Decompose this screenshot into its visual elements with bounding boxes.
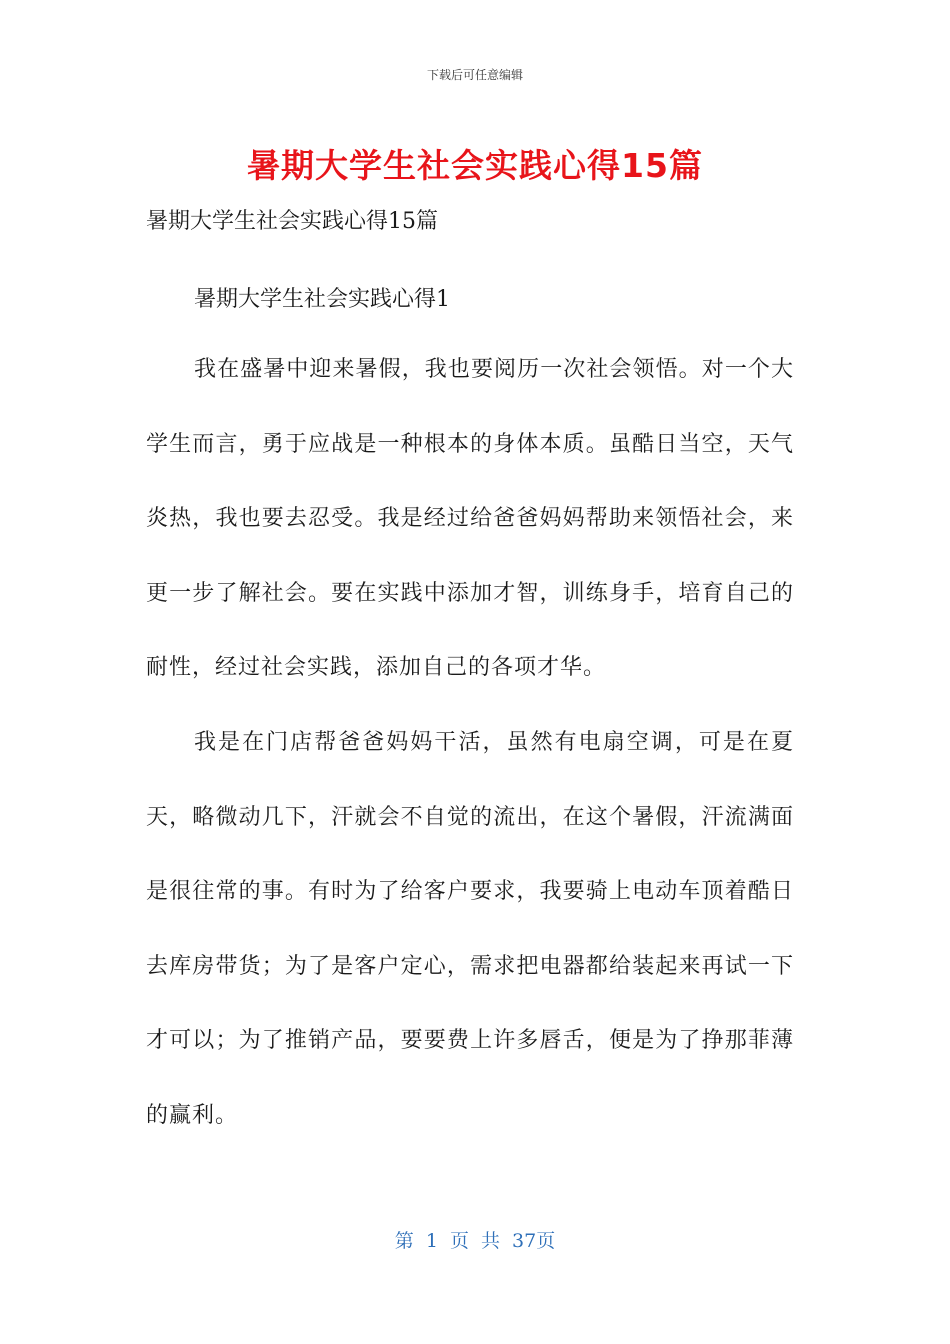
page-indicator: 第 1 页 共 37页: [394, 1230, 556, 1252]
document-subtitle: 暑期大学生社会实践心得15篇: [146, 209, 438, 234]
document-title: 暑期大学生社会实践心得15篇: [247, 146, 703, 185]
paragraph: 我是在门店帮爸爸妈妈干活，虽然有电扇空调，可是在夏天，略微动几下，汗就会不自觉的流出，在这个暑假，汗流满面是很往常的事。有时为了给客户要求，我要骑上电动车顶着酷日去库房带货；为了是客户定心，需求把电器都给装起来再试一下才可以；为了推销产品，要要费上许多唇舌，便是为了挣那菲薄的赢利。: [146, 730, 794, 1128]
paragraph: 我在盛暑中迎来暑假，我也要阅历一次社会领悟。对一个大学生而言，勇于应战是一种根本的身体本质。虽酷日当空，天气炎热，我也要去忍受。我是经过给爸爸妈妈帮助来领悟社会，来更一步了解社会。要在实践中添加才智，训练身手，培育自己的耐性，经过社会实践，添加自己的各项才华。: [146, 357, 794, 680]
header-note: 下载后可任意编辑: [426, 68, 523, 82]
section-heading: 暑期大学生社会实践心得1: [194, 287, 450, 312]
